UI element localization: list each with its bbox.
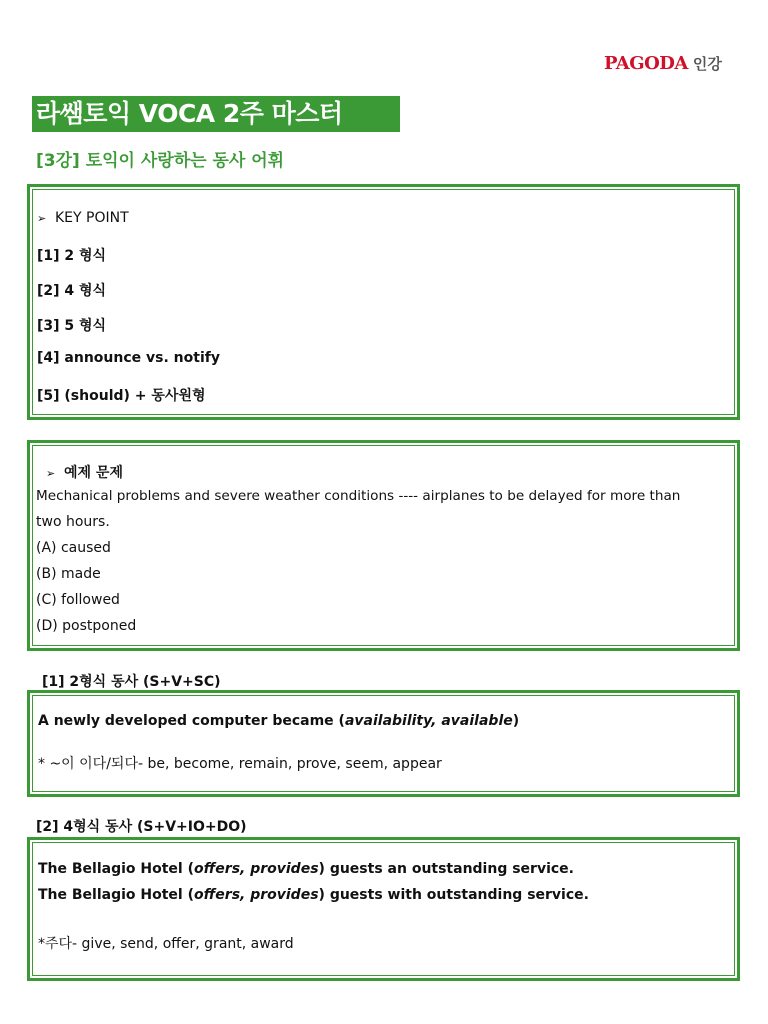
answer-option: (D) postponed (36, 618, 137, 634)
answer-option: (C) followed (36, 592, 120, 608)
example-heading (46, 462, 123, 482)
example-sentence (38, 713, 519, 729)
sentence-choices: offers, provides (194, 861, 319, 877)
question-text-line2: two hours. (36, 514, 110, 530)
sentence-choices: offers, provides (194, 887, 319, 903)
example-heading-text: 예제 문제 (64, 465, 123, 481)
section-box-2-form (27, 690, 740, 797)
logo-sub: 인강 (692, 55, 722, 73)
pagoda-logo (604, 53, 722, 74)
key-point-heading-text: KEY POINT (55, 210, 129, 226)
key-point-item: [5] (should) + 동사원형 (37, 388, 206, 404)
sentence-prefix: The Bellagio Hotel ( (38, 887, 195, 903)
answer-option: (A) caused (36, 540, 111, 556)
question-text-line1: Mechanical problems and severe weather conditions ---- airplanes to be delayed for more than (36, 488, 681, 504)
logo-brand: PAGODA (604, 53, 688, 74)
section-box-4-form (27, 837, 740, 981)
lesson-subtitle: [3강] 토익이 사랑하는 동사 어휘 (36, 151, 285, 171)
verb-note: * ~이 이다/되다- be, become, remain, prove, seem, appear (38, 756, 442, 772)
sentence-suffix: ) guests an outstanding service. (318, 861, 574, 877)
answer-option: (B) made (36, 566, 101, 582)
section-label-4-form: [2] 4형식 동사 (S+V+IO+DO) (36, 819, 247, 835)
sentence-prefix: A newly developed computer became ( (38, 713, 345, 729)
verb-note: *주다- give, send, offer, grant, award (38, 936, 294, 952)
sentence-suffix: ) (512, 713, 520, 729)
page-title: 라쌤토익 VOCA 2주 마스터 (32, 96, 400, 132)
key-point-item: [4] announce vs. notify (37, 350, 220, 366)
arrow-bullet-icon: ➢ (46, 467, 56, 480)
key-point-heading (37, 210, 129, 226)
example-sentence (38, 887, 589, 903)
sentence-suffix: ) guests with outstanding service. (318, 887, 589, 903)
key-point-item: [3] 5 형식 (37, 318, 107, 334)
example-sentence (38, 861, 574, 877)
arrow-bullet-icon: ➢ (37, 212, 47, 225)
sentence-choices: availability, available (344, 713, 513, 729)
key-point-item: [2] 4 형식 (37, 283, 107, 299)
section-label-2-form: [1] 2형식 동사 (S+V+SC) (42, 674, 221, 690)
key-point-item: [1] 2 형식 (37, 248, 107, 264)
sentence-prefix: The Bellagio Hotel ( (38, 861, 195, 877)
